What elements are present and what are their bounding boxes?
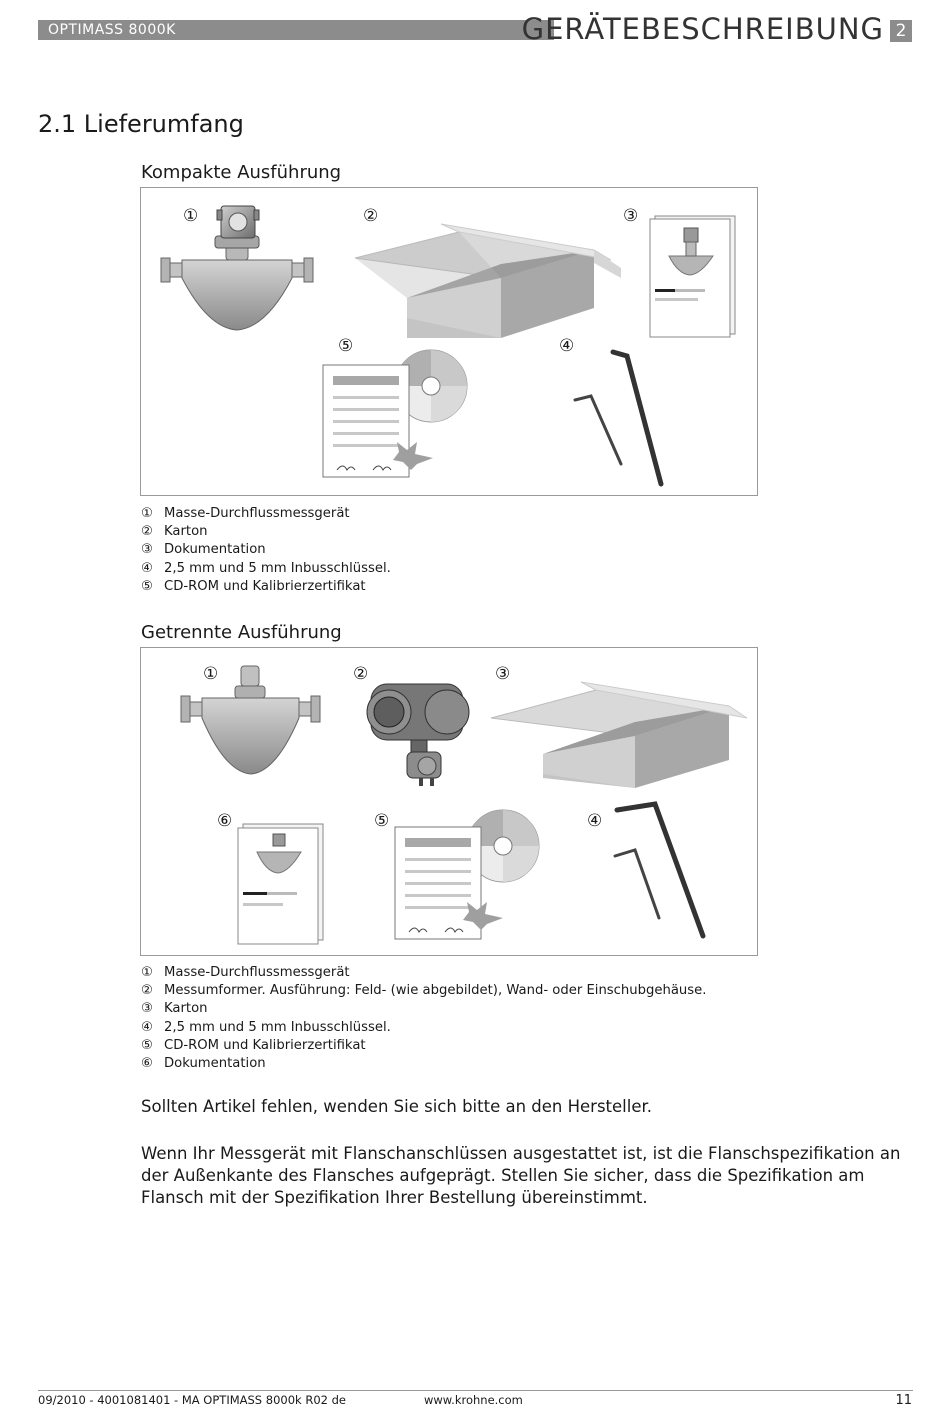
compact-figure-label-5: ⑤ (338, 336, 354, 356)
header-section-title: GERÄTEBESCHREIBUNG (521, 12, 884, 46)
compact-figure-label-4: ④ (559, 336, 575, 356)
remote-legend (141, 964, 706, 1073)
remote-figure (140, 647, 758, 956)
flowmeter-sensor-illustration (181, 666, 320, 774)
footer-page-number: 11 (895, 1393, 912, 1408)
legend-text: Masse-Durchflussmessgerät (164, 506, 350, 521)
legend-item (141, 1055, 706, 1073)
remote-figure-label-4: ④ (587, 811, 603, 831)
legend-text: Dokumentation (164, 542, 266, 558)
legend-item (141, 1019, 706, 1037)
legend-number: ⑤ (141, 578, 153, 594)
legend-number: ③ (141, 1001, 153, 1017)
compact-legend (141, 505, 391, 596)
compact-figure-illustration (141, 188, 759, 497)
legend-text: CD-ROM und Kalibrierzertifikat (164, 578, 366, 594)
legend-text: Dokumentation (164, 1056, 266, 1072)
legend-text: Karton (164, 1001, 208, 1017)
legend-item (141, 505, 391, 523)
legend-text: CD-ROM und Kalibrierzertifikat (164, 1037, 366, 1053)
legend-item (141, 578, 391, 596)
legend-text: 2,5 mm und 5 mm Inbusschlüssel. (164, 560, 391, 576)
documentation-booklet-illustration (238, 824, 323, 944)
cd-and-certificate-illustration (395, 810, 539, 939)
cd-and-certificate-illustration (323, 350, 467, 477)
compact-title: Kompakte Ausführung (141, 162, 342, 183)
carton-box-illustration (491, 682, 747, 788)
legend-number: ① (141, 965, 153, 980)
footer-doc-id: 09/2010 - 4001081401 - MA OPTIMASS 8000k R02 de (38, 1393, 346, 1407)
legend-item (141, 964, 706, 982)
legend-item (141, 523, 391, 541)
footer-website: www.krohne.com (424, 1393, 523, 1407)
compact-figure-label-3: ③ (623, 206, 639, 226)
remote-figure-label-1: ① (203, 664, 219, 684)
compact-figure-label-2: ② (363, 206, 379, 226)
remote-figure-label-5: ⑤ (374, 811, 390, 831)
legend-number: ① (141, 506, 153, 521)
compact-figure (140, 187, 758, 496)
legend-item (141, 982, 706, 1000)
compact-figure-label-1: ① (183, 206, 199, 226)
flange-spec-paragraph: Wenn Ihr Messgerät mit Flanschanschlüssen ausgestattet ist, ist die Flanschspezifikation an der Außenkante des Flansches aufgeprägt. Stellen Sie sicher, dass die Spezifikation am Flansch mit der Spezifikation Ihrer Bestellung übereinstimmt. (141, 1144, 901, 1207)
legend-item (141, 1000, 706, 1018)
hex-keys-illustration (575, 352, 661, 484)
legend-text: Masse-Durchflussmessgerät (164, 965, 350, 980)
header-product-name: OPTIMASS 8000K (48, 22, 176, 38)
remote-figure-label-2: ② (353, 664, 369, 684)
legend-item (141, 1037, 706, 1055)
documentation-booklet-illustration (650, 216, 735, 337)
legend-number: ⑤ (141, 1037, 153, 1053)
hex-keys-illustration (615, 804, 703, 936)
remote-figure-label-3: ③ (495, 664, 511, 684)
chapter-badge: 2 (890, 20, 912, 42)
legend-number: ③ (141, 542, 153, 558)
legend-item (141, 541, 391, 559)
remote-title: Getrennte Ausführung (141, 622, 342, 643)
remote-figure-label-6: ⑥ (217, 811, 233, 831)
legend-number: ④ (141, 1019, 153, 1035)
section-title: 2.1 Lieferumfang (38, 110, 244, 138)
remote-figure-illustration (141, 648, 759, 957)
footer-divider (38, 1390, 913, 1391)
legend-text: Karton (164, 524, 208, 540)
legend-number: ② (141, 983, 153, 999)
legend-text: Messumformer. Ausführung: Feld- (wie abgebildet), Wand- oder Einschubgehäuse. (164, 983, 707, 999)
legend-number: ② (141, 524, 153, 540)
legend-text: 2,5 mm und 5 mm Inbusschlüssel. (164, 1019, 391, 1035)
legend-number: ⑥ (141, 1056, 153, 1072)
missing-items-paragraph: Sollten Artikel fehlen, wenden Sie sich bitte an den Hersteller. (141, 1097, 653, 1116)
carton-box-illustration (355, 224, 621, 338)
legend-item (141, 560, 391, 578)
legend-number: ④ (141, 560, 153, 576)
converter-housing-illustration (367, 684, 469, 786)
